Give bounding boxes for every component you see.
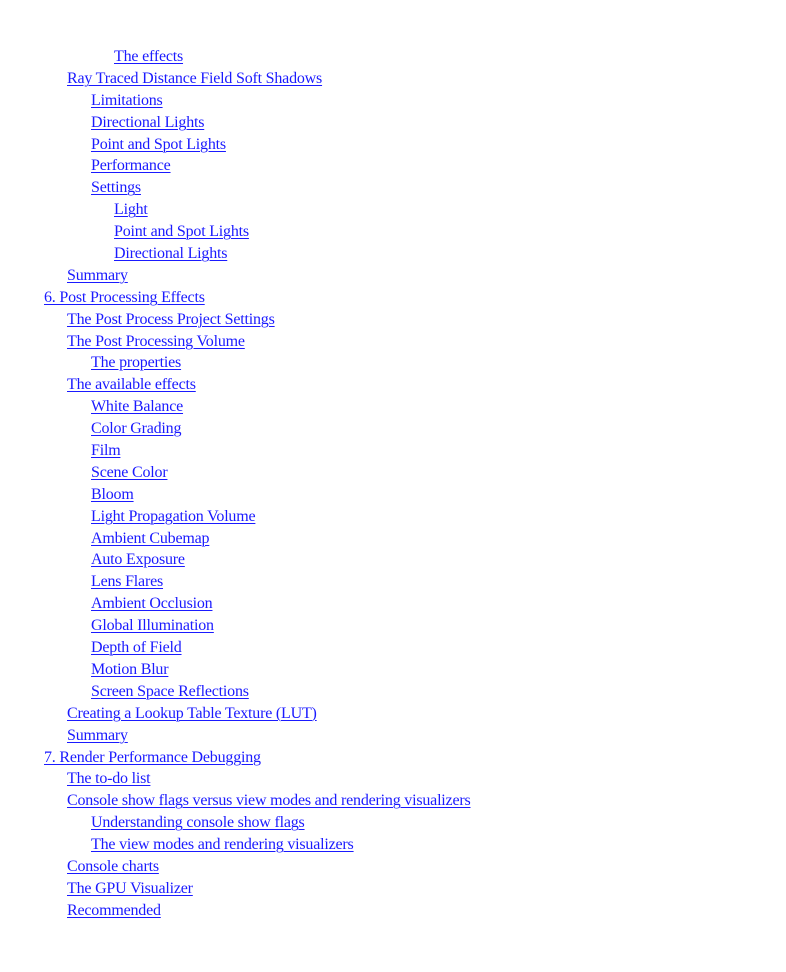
toc-entry [0,747,471,769]
toc-link[interactable]: Recommended [67,901,161,919]
toc-entry [0,878,471,900]
toc-link[interactable]: Light Propagation Volume [91,507,256,525]
toc-entry [0,528,471,550]
toc-entry [0,396,471,418]
toc-link[interactable]: Motion Blur [91,660,169,678]
toc-link[interactable]: Auto Exposure [91,551,185,569]
toc-link[interactable]: Summary [67,266,128,284]
toc-link[interactable]: Limitations [91,91,163,109]
toc-entry [0,681,471,703]
toc-link[interactable]: 6. Post Processing Effects [44,288,205,306]
toc-entry [0,243,471,265]
toc-link[interactable]: Bloom [91,485,134,503]
toc-link[interactable]: Global Illumination [91,617,214,635]
toc-entry [0,440,471,462]
toc-entry [0,615,471,637]
toc-entry [0,177,471,199]
toc-entry [0,287,471,309]
toc-link[interactable]: Light [114,201,148,219]
toc-link[interactable]: Ambient Cubemap [91,529,210,547]
toc-entry [0,593,471,615]
toc-link[interactable]: Performance [91,157,171,175]
toc-link[interactable]: Creating a Lookup Table Texture (LUT) [67,704,317,722]
toc-link[interactable]: Directional Lights [114,245,228,263]
toc-link[interactable]: Directional Lights [91,113,205,131]
toc-link[interactable]: Screen Space Reflections [91,682,249,700]
toc-entry [0,90,471,112]
toc-link[interactable]: The view modes and rendering visualizers [91,836,354,854]
toc-link[interactable]: Console charts [67,857,159,875]
toc-link[interactable]: Settings [91,179,141,197]
toc-entry [0,221,471,243]
toc-entry [0,703,471,725]
toc-entry [0,134,471,156]
toc-link[interactable]: Film [91,442,121,460]
toc-link[interactable]: Summary [67,726,128,744]
toc-entry [0,506,471,528]
toc-entry [0,637,471,659]
toc-link[interactable]: Lens Flares [91,573,164,591]
toc-entry [0,462,471,484]
toc-entry [0,374,471,396]
toc-link[interactable]: Ambient Occlusion [91,595,213,613]
toc-entry [0,112,471,134]
toc-link[interactable]: Point and Spot Lights [91,135,226,153]
toc-link[interactable]: Depth of Field [91,639,182,657]
toc-entry [0,549,471,571]
toc-link[interactable]: Point and Spot Lights [114,223,249,241]
toc-link[interactable]: The to-do list [67,770,151,788]
toc-entry [0,418,471,440]
toc-entry [0,68,471,90]
toc-link[interactable]: The GPU Visualizer [67,879,193,897]
toc-link[interactable]: The available effects [67,376,196,394]
toc-entry [0,900,471,922]
toc-link[interactable]: White Balance [91,398,184,416]
toc-entry [0,199,471,221]
toc-entry [0,834,471,856]
toc-link[interactable]: Color Grading [91,420,182,438]
toc-entry [0,155,471,177]
toc-link[interactable]: Scene Color [91,463,168,481]
toc-entry [0,659,471,681]
toc-link[interactable]: The Post Processing Volume [67,332,245,350]
toc-link[interactable]: Console show flags versus view modes and rendering visualizers [67,792,471,810]
toc-link[interactable]: The Post Process Project Settings [67,310,275,328]
toc-entry [0,46,471,68]
toc-entry [0,725,471,747]
toc-entry [0,812,471,834]
toc-link[interactable]: Understanding console show flags [91,814,305,832]
toc-link[interactable]: The properties [91,354,182,372]
toc-entry [0,265,471,287]
toc-link[interactable]: 7. Render Performance Debugging [44,748,261,766]
toc-link[interactable]: Ray Traced Distance Field Soft Shadows [67,69,323,87]
toc-link[interactable]: The effects [114,48,184,65]
toc-entry [0,352,471,374]
toc-entry [0,331,471,353]
toc-entry [0,309,471,331]
toc-entry [0,856,471,878]
toc-entry [0,768,471,790]
toc-entry [0,484,471,506]
toc-entry [0,571,471,593]
table-of-contents [0,46,471,922]
toc-entry [0,790,471,812]
